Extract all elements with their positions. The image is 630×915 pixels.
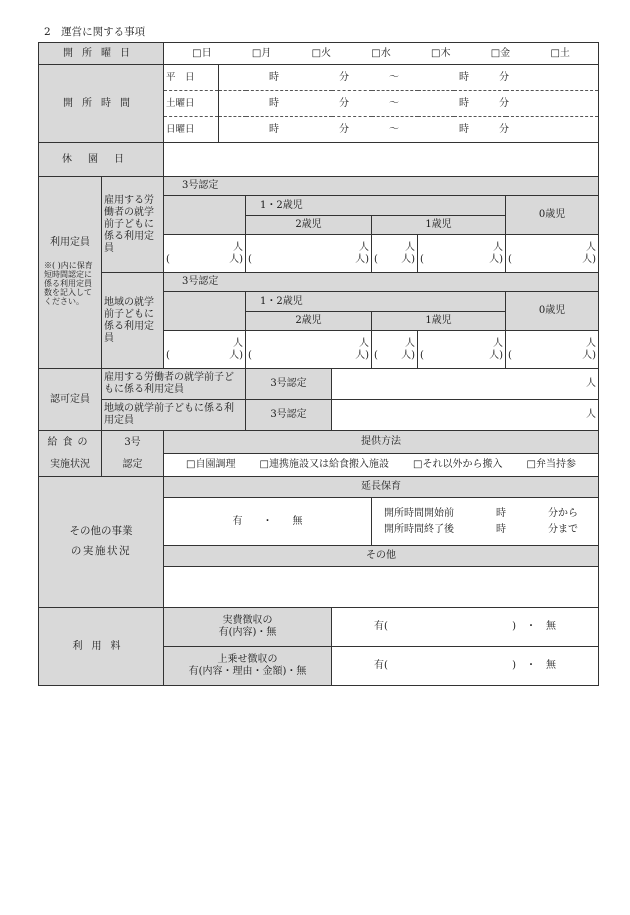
extended-before-hour: 時 xyxy=(496,507,506,519)
hours-row-sunday[interactable]: 時 分 ～ 時 分 xyxy=(219,117,599,143)
day-option-wed[interactable]: □水 xyxy=(371,47,391,59)
extended-after-suffix: 分まで xyxy=(548,523,578,535)
extended-care-yes-no[interactable]: 有 ・ 無 xyxy=(164,498,372,546)
meal-option-partner[interactable]: □連携施設又は給食搬入施設 xyxy=(259,459,389,470)
other-status-line2: の実施状況 xyxy=(70,545,132,557)
extended-after-hour: 時 xyxy=(496,523,506,535)
day-option-sat[interactable]: □土 xyxy=(550,47,570,59)
meal-status-label xyxy=(39,431,102,477)
approved-capacity-label: 認可定員 xyxy=(39,369,102,431)
local-age0-cell[interactable]: 人 ( 人) xyxy=(506,331,599,369)
hours-row-weekday-label: 平 日 xyxy=(164,65,219,91)
extended-before-label: 開所時間開始前 xyxy=(384,507,454,519)
meal-status-line1: 給食の xyxy=(47,436,93,448)
provision-method-header: 提供方法 xyxy=(164,431,599,454)
approved-employee-label: 雇用する労働者の就学前子どもに係る利用定員 xyxy=(102,369,246,400)
approved-local-label: 地域の就学前子どもに係る利用定員 xyxy=(102,400,246,431)
other-header: その他 xyxy=(164,546,599,567)
surcharge-label: 上乗せ徴収の 有(内容・理由・金額)・無 xyxy=(164,647,332,686)
operation-form-table xyxy=(38,42,599,686)
meal-option-lunchbox[interactable]: □弁当持参 xyxy=(526,459,576,470)
employee-age2-cell[interactable]: 人 ( 人) xyxy=(372,235,418,273)
employee-age0-cell[interactable]: 人 ( 人) xyxy=(506,235,599,273)
local-age12-cell[interactable]: 人 ( 人) xyxy=(246,331,372,369)
open-hours-label: 開所時間 xyxy=(39,65,164,143)
holidays-field[interactable] xyxy=(164,143,599,177)
open-days-label: 開所曜日 xyxy=(39,43,164,65)
local-age1-header: 1歳児 xyxy=(372,312,506,331)
day-option-thu[interactable]: □木 xyxy=(431,47,451,59)
actual-cost-yes: 有( xyxy=(374,621,388,632)
capacity-note: ※( )内に保育短時間認定に係る利用定員数を記入してください。 xyxy=(44,260,93,307)
other-field[interactable] xyxy=(164,567,599,608)
employee-age12-header: 1・2歳児 xyxy=(246,196,506,216)
local-age0-header: 0歳児 xyxy=(506,292,599,331)
employee-blank-header xyxy=(164,196,246,235)
surcharge-field[interactable] xyxy=(332,647,599,686)
employee-age0-header: 0歳児 xyxy=(506,196,599,235)
approved-employee-value[interactable]: 人 xyxy=(332,369,599,400)
capacity-label: 利用定員 xyxy=(50,236,90,248)
local-cert3-header: 3号認定 xyxy=(164,273,599,292)
meal-option-in-house[interactable]: □自園調理 xyxy=(186,459,236,470)
hours-row-weekday[interactable]: 時 分 ～ 時 分 xyxy=(219,65,599,91)
employee-age1-cell[interactable]: 人 ( 人) xyxy=(418,235,506,273)
approved-local-cert3: 3号認定 xyxy=(246,400,332,431)
meal-option-external[interactable]: □それ以外から搬入 xyxy=(413,459,503,470)
local-age12-header: 1・2歳児 xyxy=(246,292,506,312)
open-days-options xyxy=(164,43,599,65)
local-children-label: 地域の就学前子どもに係る利用定員 xyxy=(102,273,164,369)
local-blank-header xyxy=(164,292,246,331)
other-status-label xyxy=(39,477,164,608)
actual-cost-label: 実費徴収の 有(内容)・無 xyxy=(164,608,332,647)
employee-total-cell[interactable]: 人 ( 人) xyxy=(164,235,246,273)
meal-options xyxy=(164,454,599,477)
local-age2-header: 2歳児 xyxy=(246,312,372,331)
local-age2-cell[interactable]: 人 ( 人) xyxy=(372,331,418,369)
day-option-tue[interactable]: □火 xyxy=(311,47,332,59)
extended-after-label: 開所時間終了後 xyxy=(384,523,454,535)
employee-children-label: 雇用する労働者の就学前子どもに係る利用定員 xyxy=(102,177,164,273)
holidays-label: 休園日 xyxy=(39,143,164,177)
local-age1-cell[interactable]: 人 ( 人) xyxy=(418,331,506,369)
local-total-cell[interactable]: 人 ( 人) xyxy=(164,331,246,369)
actual-cost-field[interactable] xyxy=(332,608,599,647)
meal-cert-line1: 3号 xyxy=(124,436,141,448)
surcharge-no: ) ・ 無 xyxy=(512,660,557,671)
hours-row-saturday-label: 土曜日 xyxy=(164,91,219,117)
hours-row-sunday-label: 日曜日 xyxy=(164,117,219,143)
hours-row-saturday[interactable]: 時 分 ～ 時 分 xyxy=(219,91,599,117)
meal-cert-line2: 認定 xyxy=(122,458,143,470)
day-option-sun[interactable]: □日 xyxy=(192,47,212,59)
surcharge-yes: 有( xyxy=(374,660,388,671)
employee-age12-cell[interactable]: 人 ( 人) xyxy=(246,235,372,273)
approved-employee-cert3: 3号認定 xyxy=(246,369,332,400)
day-option-fri[interactable]: □金 xyxy=(490,47,511,59)
employee-cert3-header: 3号認定 xyxy=(164,177,599,196)
extended-before-suffix: 分から xyxy=(548,507,578,519)
employee-age1-header: 1歳児 xyxy=(372,216,506,235)
meal-status-line2: 実施状況 xyxy=(50,458,90,470)
capacity-label-cell xyxy=(39,177,102,369)
section-heading: 2 運営に関する事項 xyxy=(44,26,146,38)
approved-local-value[interactable]: 人 xyxy=(332,400,599,431)
other-status-line1: その他の事業 xyxy=(69,525,133,538)
extended-care-header: 延長保育 xyxy=(164,477,599,498)
day-option-mon[interactable]: □月 xyxy=(251,47,272,59)
meal-cert-label xyxy=(102,431,164,477)
extended-care-times[interactable] xyxy=(372,498,599,546)
actual-cost-no: ) ・ 無 xyxy=(512,621,557,632)
fees-label: 利用料 xyxy=(39,608,164,686)
employee-age2-header: 2歳児 xyxy=(246,216,372,235)
